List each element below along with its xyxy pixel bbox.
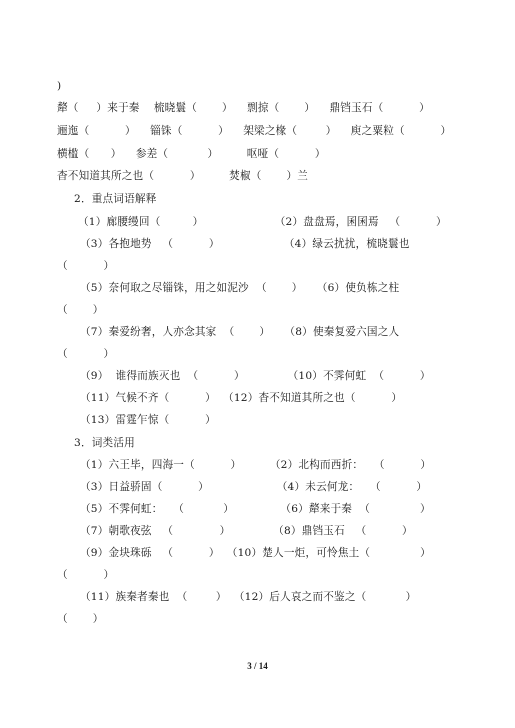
text-line: 杳不知道其所之也（ ） 焚椒（ ）兰 (57, 170, 309, 182)
text-line: （7）朝歌夜弦 （ ） （8）鼎铛玉石 （ ） (80, 525, 413, 537)
text-line: （3）各抱地势 （ ） （4）绿云扰扰，梳晓鬟也 (80, 238, 410, 250)
text-line: （5）不霁何虹： （ ） （6）犛来于秦 （ ） (80, 503, 431, 515)
text-line: 犛（ ）来于秦 梳晓鬟（ ） 剽掠（ ） 鼎铛玉石（ ） (57, 102, 430, 114)
text-line: （ ） (57, 304, 104, 316)
text-line: 横槛（ ） 参差（ ） 呕哑（ ） (57, 148, 326, 160)
text-line: （ ） (57, 260, 115, 272)
text-line: 逦迤（ ） 锱铢（ ） 架梁之椽（ ） 庾之粟粒（ ） (57, 125, 452, 137)
section-heading: 3．词类活用 (74, 437, 135, 449)
page-number: 3 / 14 (247, 661, 268, 671)
text-line: （ ） (57, 613, 104, 625)
text-line: （1）六王毕，四海一（ ） （2）北构而西折： （ ） (80, 459, 432, 471)
text-line: （9）金块珠砾 （ ） （10）楚人一炬，可怜焦土（ ） (80, 547, 431, 559)
text-line: ) (57, 80, 62, 92)
text-line: （ ） (57, 569, 115, 581)
text-line: （11）气候不齐（ ） （12）杳不知道其所之也（ ） (80, 392, 403, 404)
text-line: （9） 谁得而族灭也 （ ） （10）不霁何虹 （ ） (80, 370, 431, 382)
text-line: （11）族秦者秦也 （ ） （12）后人哀之而不鉴之（ ） (80, 591, 417, 603)
text-line: （5）奈何取之尽锱铢，用之如泥沙 （ ） （6）使负栋之柱 (80, 282, 400, 294)
text-line: （ ） (57, 348, 115, 360)
section-heading: 2．重点词语解释 (74, 193, 157, 205)
text-line: （1）廊腰缦回（ ） （2）盘盘焉，囷囷焉 （ ） (78, 216, 447, 228)
text-line: （7）秦爱纷奢，人亦念其家 （ ） （8）使秦复爱六国之人 (80, 326, 400, 338)
text-line: （3）日益骄固（ ） （4）未云何龙： （ ） (80, 481, 428, 493)
text-line: （13）雷霆乍惊（ ） (80, 414, 216, 426)
